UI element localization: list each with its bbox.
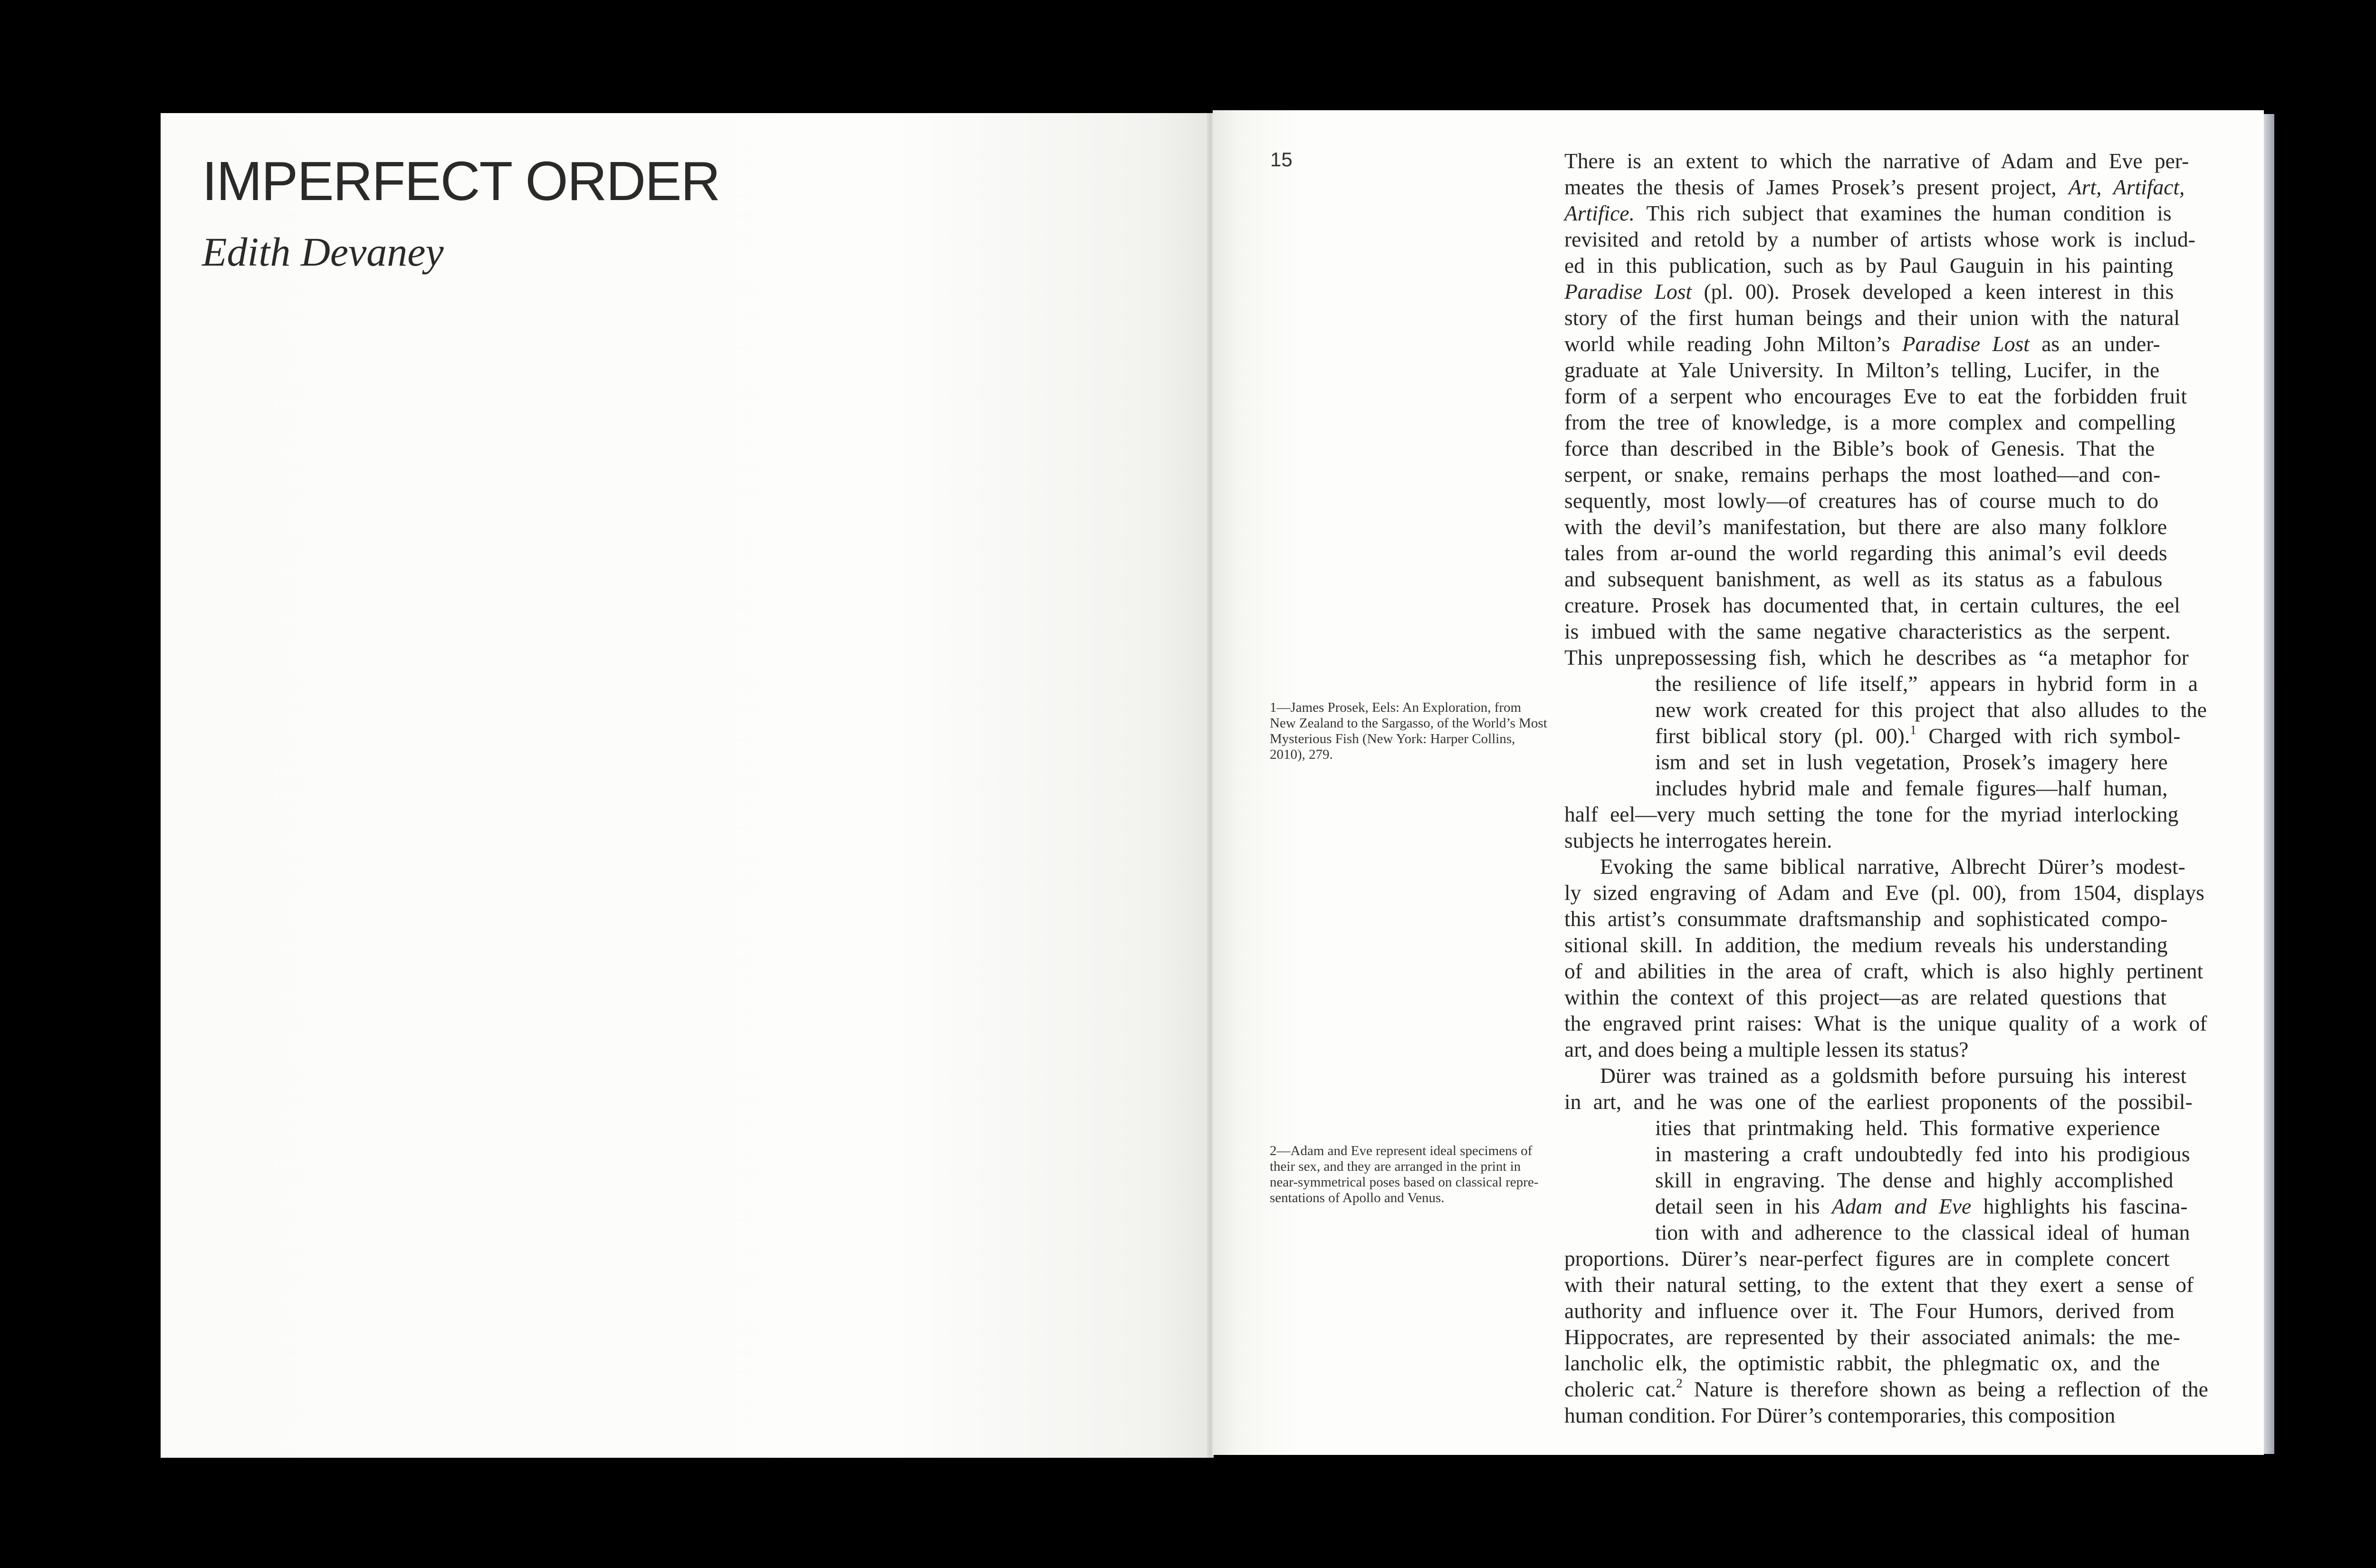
body-line: [1564, 827, 1832, 853]
body-line: [1564, 435, 2155, 461]
body-line: [1564, 540, 2167, 566]
text-run: highlights his fascina-: [1971, 1194, 2188, 1218]
text-run: includes hybrid male and female figures—half human,: [1655, 776, 2168, 800]
text-run: This rich subject that examines the human condition is: [1634, 201, 2172, 225]
body-line: [1564, 488, 2158, 514]
text-run: ly sized engraving of Adam and Eve (pl. 00), from 1504, displays: [1564, 880, 2204, 905]
text-run: This unprepossessing fish, which he describes as “a metaphor for: [1564, 645, 2189, 669]
text-run: graduate at Yale University. In Milton’s telling, Lucifer, in the: [1564, 358, 2160, 382]
text-run: and subsequent banishment, as well as its status as a fabulous: [1564, 567, 2163, 591]
body-line: [1564, 801, 2178, 827]
footnote-line: near-symmetrical poses based on classical repre-: [1270, 1175, 1539, 1190]
text-run: story of the first human beings and their union with the natural: [1564, 306, 2180, 330]
footnote-line: 2—Adam and Eve represent ideal specimens of: [1270, 1143, 1533, 1158]
body-line: [1564, 1402, 2115, 1428]
body-line: [1564, 148, 2189, 174]
text-run: ism and set in lush vegetation, Prosek’s imagery here: [1655, 750, 2168, 774]
italic-text: Paradise Lost: [1902, 332, 2030, 356]
body-line: [1655, 723, 2180, 749]
body-line: [1655, 1141, 2190, 1167]
text-run: tion with and adherence to the classical ideal of human: [1655, 1220, 2190, 1244]
text-run: Charged with rich symbol-: [1916, 724, 2181, 748]
body-line: [1564, 1376, 2208, 1402]
text-run: form of a serpent who encourages Eve to eat the forbidden fruit: [1564, 384, 2187, 408]
body-line: [1655, 749, 2168, 775]
body-line: [1564, 1089, 2193, 1115]
body-line: [1564, 200, 2172, 226]
footnote-line: sentations of Apollo and Venus.: [1270, 1190, 1445, 1205]
body-line: [1655, 1219, 2190, 1245]
body-line: [1564, 514, 2167, 540]
text-run: Nature is therefore shown as being a reflection of the: [1682, 1377, 2208, 1401]
footnote-line: 1—James Prosek, Eels: An Exploration, from: [1270, 700, 1522, 715]
body-line: [1655, 775, 2167, 801]
text-run: from the tree of knowledge, is a more complex and compelling: [1564, 410, 2175, 434]
text-run: subjects he interrogates herein.: [1564, 828, 1832, 852]
text-run: serpent, or snake, remains perhaps the most loathed—and con-: [1564, 462, 2161, 487]
italic-text: Art, Artifact,: [2068, 175, 2185, 199]
body-line: [1564, 958, 2203, 984]
page-number: 15: [1270, 148, 1293, 171]
text-run: choleric cat.: [1564, 1377, 1677, 1401]
text-run: with their natural setting, to the extent that they exert a sense of: [1564, 1272, 2194, 1297]
text-run: sequently, most lowly—of creatures has of course much to do: [1564, 488, 2159, 513]
body-line: [1600, 1062, 2186, 1089]
body-line: [1564, 1350, 2160, 1376]
text-run: Hippocrates, are represented by their associated animals: the me-: [1564, 1325, 2180, 1349]
left-page: [161, 113, 1208, 1458]
text-run: human condition. For Dürer’s contemporaries, this composition: [1564, 1403, 2116, 1427]
text-run: the resilience of life itself,” appears in hybrid form in a: [1655, 671, 2198, 696]
text-run: new work created for this project that also alludes to the: [1655, 698, 2207, 722]
chapter-author: Edith Devaney: [202, 229, 444, 275]
text-run: world while reading John Milton’s: [1564, 332, 1902, 356]
page-edges: [2264, 114, 2274, 1454]
body-line: [1564, 932, 2168, 958]
text-run: with the devil’s manifestation, but there are also many folklore: [1564, 515, 2167, 539]
footnote-line: their sex, and they are arranged in the print in: [1270, 1159, 1521, 1174]
footnote-line: New Zealand to the Sargasso, of the World’s Most: [1270, 716, 1547, 731]
body-line: [1655, 1193, 2187, 1219]
body-line: [1564, 1010, 2207, 1036]
text-run: ities that printmaking held. This formative experience: [1655, 1116, 2160, 1140]
text-run: is imbued with the same negative characteristics as the serpent.: [1564, 619, 2171, 643]
body-line: [1564, 1324, 2180, 1350]
text-run: skill in engraving. The dense and highly accomplished: [1655, 1168, 2174, 1192]
text-run: ed in this publication, such as by Paul Gauguin in his painting: [1564, 253, 2174, 277]
italic-text: Artifice.: [1564, 201, 1635, 225]
text-run: art, and does being a multiple lessen its status?: [1564, 1037, 1969, 1061]
text-run: in art, and he was one of the earliest proponents of the possibil-: [1564, 1090, 2193, 1114]
text-run: force than described in the Bible’s book of Genesis. That the: [1564, 436, 2155, 460]
text-run: creature. Prosek has documented that, in certain cultures, the eel: [1564, 593, 2180, 617]
body-line: [1564, 1298, 2175, 1324]
body-line: [1564, 252, 2173, 278]
body-line: [1600, 853, 2185, 880]
body-line: [1655, 697, 2207, 723]
body-line: [1655, 1167, 2173, 1193]
text-run: of and abilities in the area of craft, which is also highly pertinent: [1564, 959, 2204, 983]
chapter-title: IMPERFECT ORDER: [202, 150, 720, 212]
text-run: within the context of this project—as are related questions that: [1564, 985, 2166, 1009]
text-run: in mastering a craft undoubtedly fed into his prodigious: [1655, 1142, 2190, 1166]
footnote-line: 2010), 279.: [1270, 747, 1333, 762]
text-run: (pl. 00). Prosek developed a keen interest in this: [1692, 279, 2174, 304]
body-line: [1564, 1245, 2170, 1272]
footnote-line: Mysterious Fish (New York: Harper Collins,: [1270, 731, 1515, 746]
body-line: [1564, 618, 2171, 644]
text-run: this artist’s consummate draftsmanship and sophisticated compo-: [1564, 907, 2168, 931]
body-line: [1655, 1115, 2160, 1141]
text-run: authority and influence over it. The Four Humors, derived from: [1564, 1299, 2175, 1323]
text-run: lancholic elk, the optimistic rabbit, the phlegmatic ox, and the: [1564, 1351, 2160, 1375]
text-run: Dürer was trained as a goldsmith before pursuing his interest: [1600, 1063, 2187, 1088]
body-line: [1564, 1272, 2194, 1298]
text-run: Evoking the same biblical narrative, Albrecht Dürer’s modest-: [1600, 854, 2185, 879]
body-line: [1564, 383, 2187, 409]
body-line: [1564, 226, 2195, 252]
text-run: sitional skill. In addition, the medium reveals his understanding: [1564, 933, 2168, 957]
text-run: half eel—very much setting the tone for the myriad interlocking: [1564, 802, 2179, 826]
text-run: the engraved print raises: What is the unique quality of a work of: [1564, 1011, 2207, 1035]
body-line: [1564, 906, 2167, 932]
body-line: [1564, 644, 2189, 670]
italic-text: Adam and Eve: [1831, 1194, 1972, 1218]
text-run: first biblical story (pl. 00).: [1655, 724, 1910, 748]
body-line: [1655, 670, 2198, 697]
text-run: There is an extent to which the narrative of Adam and Eve per-: [1564, 149, 2189, 173]
text-run: as an under-: [2029, 332, 2160, 356]
body-line: [1564, 880, 2204, 906]
footnote-ref: 1: [1910, 722, 1916, 737]
body-line: [1564, 357, 2159, 383]
text-run: detail seen in his: [1655, 1194, 1832, 1218]
body-line: [1564, 174, 2184, 200]
body-line: [1564, 331, 2160, 357]
body-line: [1564, 278, 2174, 305]
text-run: meates the thesis of James Prosek’s present project,: [1564, 175, 2069, 199]
body-line: [1564, 566, 2162, 592]
body-line: [1564, 305, 2180, 331]
body-line: [1564, 409, 2175, 435]
text-run: tales from ar-ound the world regarding this animal’s evil deeds: [1564, 541, 2167, 565]
body-line: [1564, 592, 2180, 618]
body-line: [1564, 461, 2160, 488]
text-run: proportions. Dürer’s near-perfect figures are in complete concert: [1564, 1246, 2170, 1271]
body-line: [1564, 1036, 1968, 1062]
body-line: [1564, 984, 2166, 1010]
text-run: revisited and retold by a number of artists whose work is includ-: [1564, 227, 2195, 251]
footnote-ref: 2: [1676, 1376, 1683, 1390]
italic-text: Paradise Lost: [1564, 279, 1692, 304]
